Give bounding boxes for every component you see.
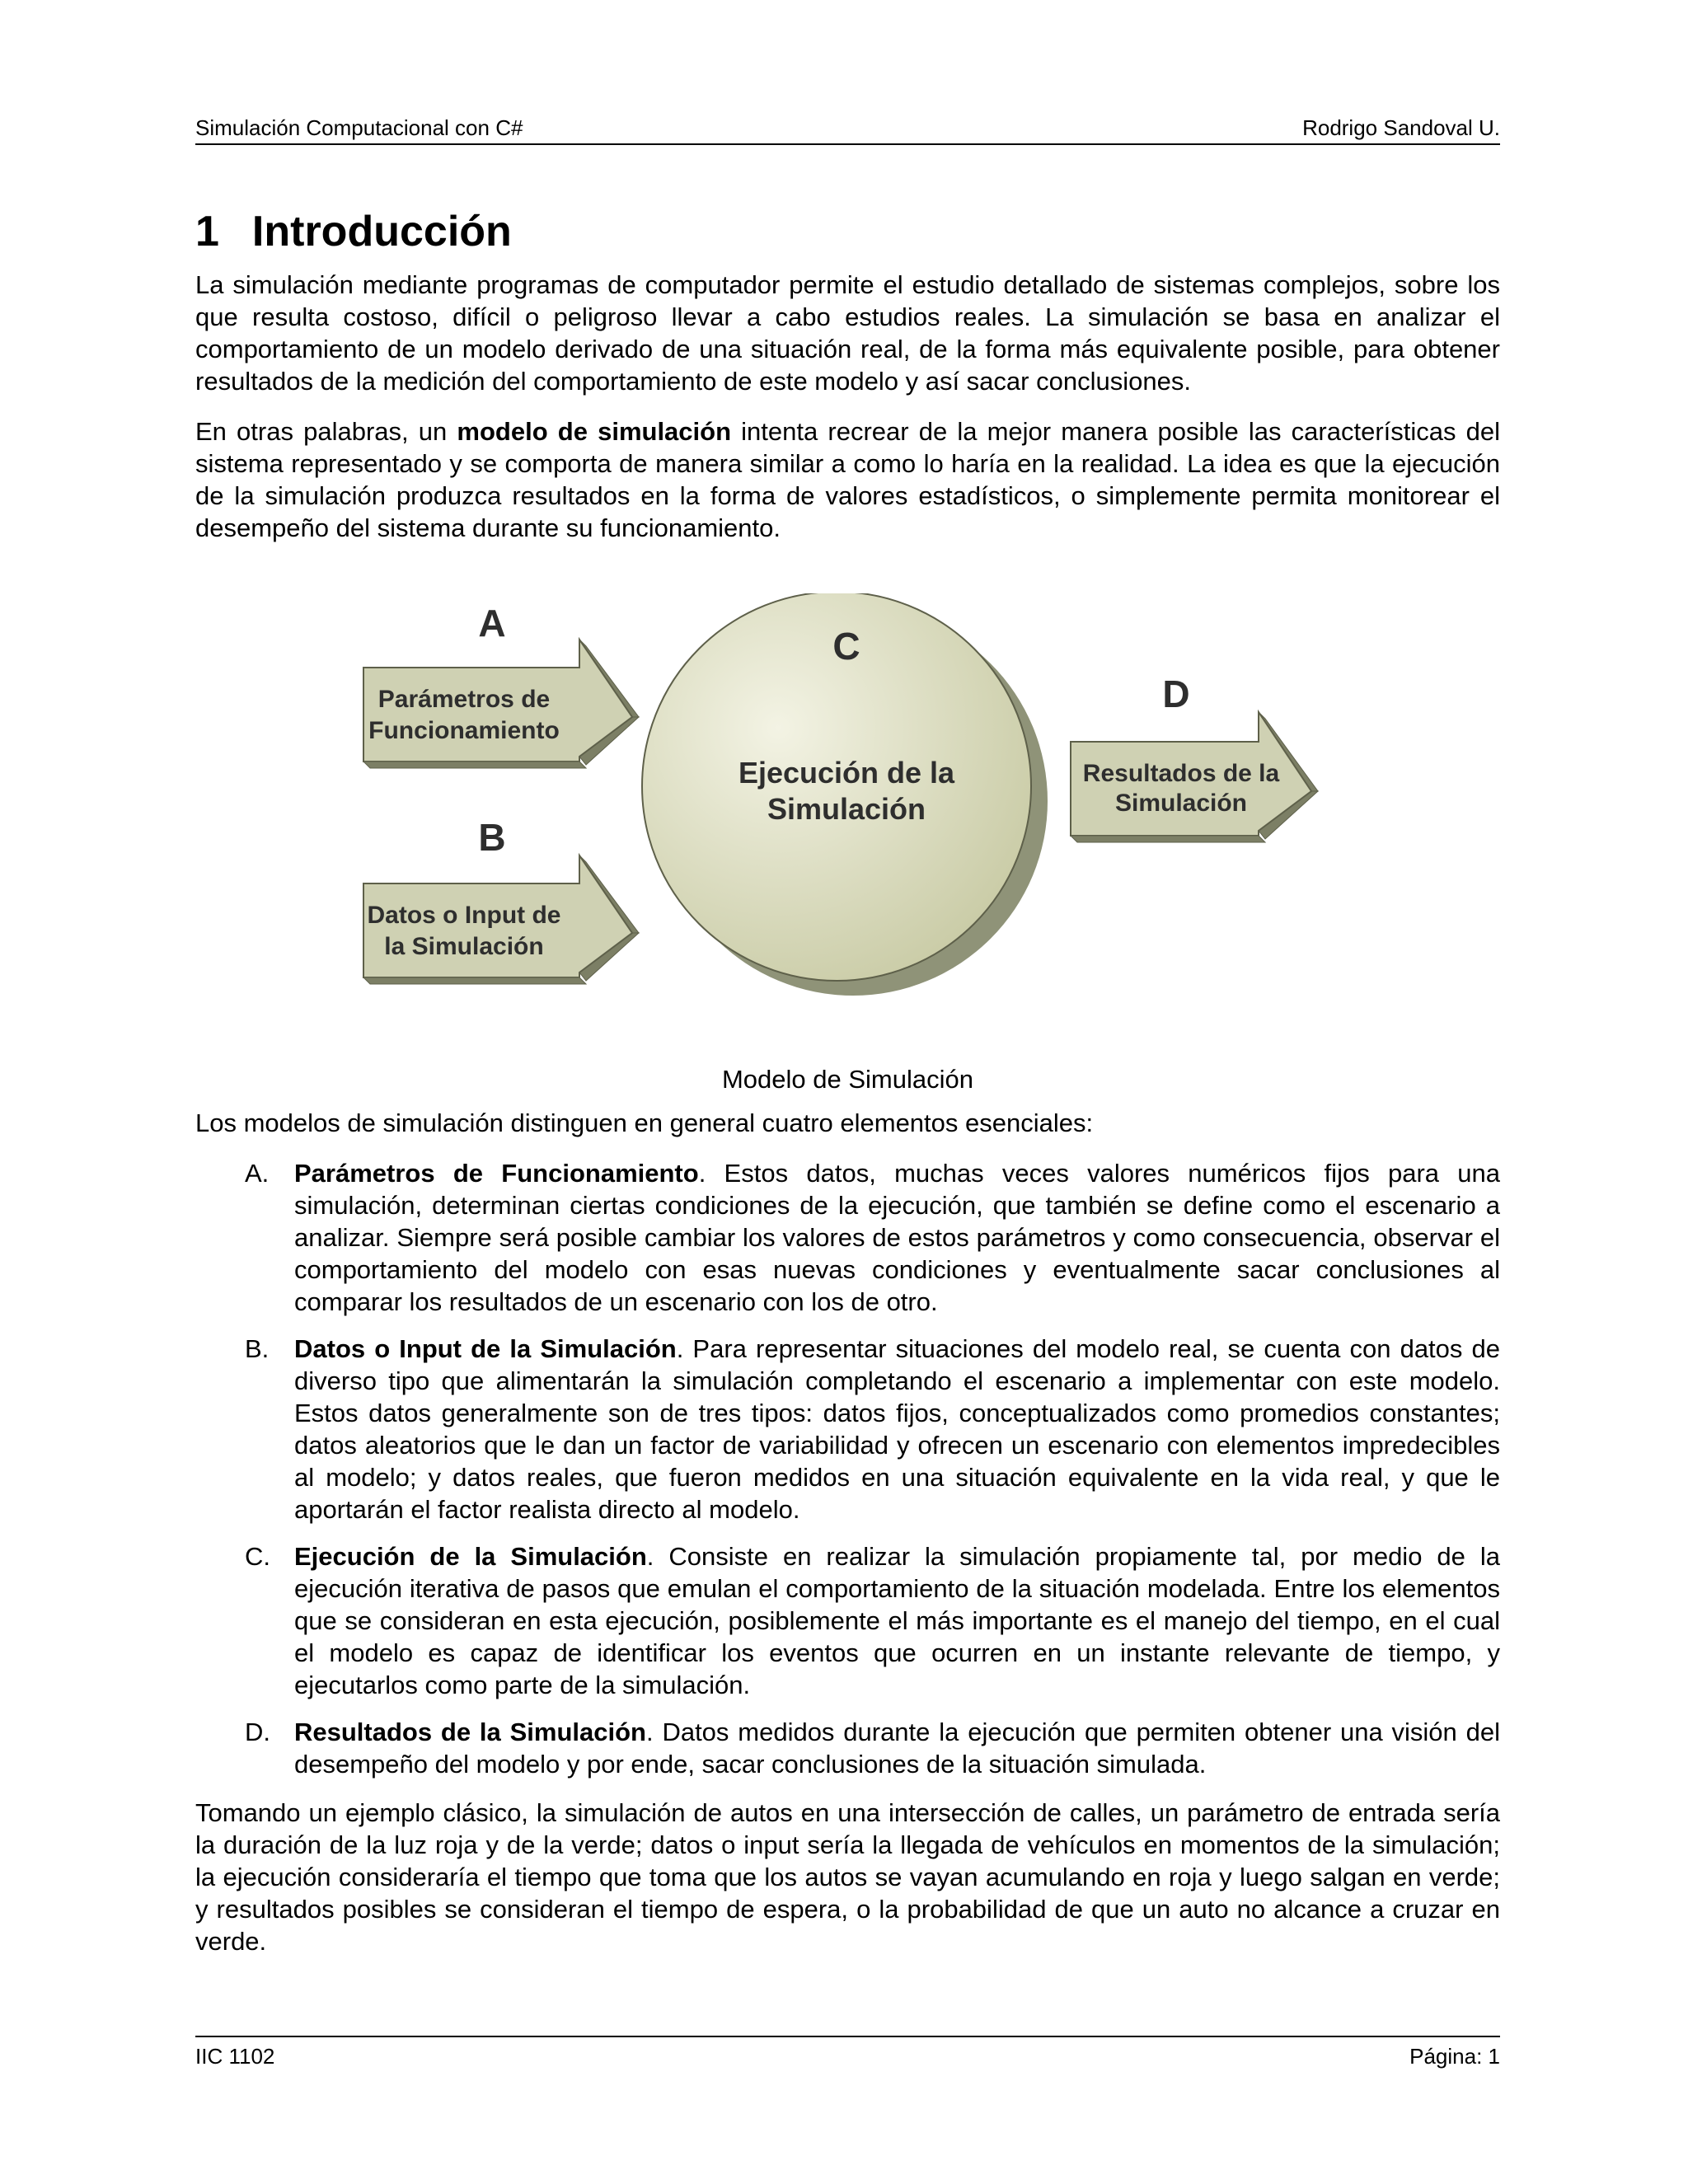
element-term: Ejecución de la Simulación (294, 1542, 647, 1572)
header-author: Rodrigo Sandoval U. (1302, 115, 1500, 140)
element-description: . Para representar situaciones del modelo real, se cuenta con datos de diverso tipo que alimentarán la simulación completando el escenario a implementar con este modelo. Estos datos generalmente son de tres tipos: datos fijos, conceptualizados como promedios constantes; datos aleatorios que le dan un factor de variabilidad y ofrecen un escenario con elementos impredecibles al modelo; y datos reales, que fueron medidos en una situación equivalente en la vida real, y que le aportarán el factor realista directo al modelo. (294, 1334, 1500, 1525)
model-paragraph-lead: En otras palabras, un (195, 417, 457, 447)
element-description: . Datos medidos durante la ejecución que permiten obtener una visión del desempeño del modelo y por ende, sacar conclusiones de la situación simulada. (294, 1718, 1500, 1779)
element-description: . Consiste en realizar la simulación propiamente tal, por medio de la ejecución iterativa de pasos que emulan el comportamiento de la situación modelada. Entre los elementos que se consideran en esta ejecución, posiblemente el más importante es el manejo del tiempo, en el cual el modelo es capaz de identificar los eventos que ocurren en un instante relevante de tiempo, y ejecutarlos como parte de la simulación. (294, 1542, 1501, 1700)
element-term: Resultados de la Simulación (294, 1718, 646, 1747)
model-paragraph (195, 415, 1500, 544)
model-paragraph-rest: intenta recrear de la mejor manera posible las características del sistema representado y se comporta de manera similar a como lo haría en la realidad. La idea es que la ejecución de la simulación produzca resultados en la forma de valores estadísticos, o simplemente permita monitorear el desempeño del sistema durante su funcionamiento. (195, 417, 1501, 543)
figure-diagram (195, 593, 1500, 1055)
section-heading (195, 206, 1500, 257)
model-term: modelo de simulación (457, 417, 732, 447)
element-item-d (195, 1716, 1500, 1780)
element-text (294, 1716, 1500, 1780)
page-body (195, 206, 1500, 1975)
element-marker: C. (245, 1542, 270, 1572)
element-item-c (195, 1540, 1500, 1701)
element-text (294, 1157, 1500, 1318)
list-intro: Los modelos de simulación distinguen en general cuatro elementos esenciales: (195, 1108, 1094, 1138)
arrow-a-shadow (363, 762, 586, 768)
simulation-model-figure (195, 593, 1500, 1055)
circle-c-ejecucion (642, 593, 1048, 996)
arrow-b-label-line1: Datos o Input de (367, 902, 561, 930)
arrow-d-label-line1: Resultados de la (1082, 760, 1280, 788)
arrow-b-datos (363, 816, 639, 984)
arrow-a-parametros (363, 602, 639, 768)
circle-c-label-line1: Ejecución de la (738, 756, 955, 790)
element-description: . Estos datos, muchas veces valores numéricos fijos para una simulación, determinan ciertas condiciones de la ejecución, que también se define como el escenario a analizar. Siempre será posible cambiar los valores de estos parámetros y como consecuencia, observar el comportamiento del modelo con esas nuevas condiciones y eventualmente sacar conclusiones al comparar los resultados de un escenario con los de otro. (294, 1159, 1500, 1317)
arrow-d-shadow (1071, 836, 1265, 842)
closing-paragraph: Tomando un ejemplo clásico, la simulación de autos en una intersección de calles, un parámetro de entrada sería la duración de la luz roja y de la verde; datos o input sería la llegada de vehículos en momentos de la simulación; la ejecución consideraría el tiempo que toma que los autos se vayan acumulando en roja y luego salgan en verde; y resultados posibles se consideran el tiempo de espera, o la probabilidad de que un auto no alcance a cruzar en verde. (195, 1798, 1500, 1957)
arrow-b-label-line2: la Simulación (384, 933, 544, 961)
header-course-title: Simulación Computacional con C# (195, 115, 523, 140)
element-text (294, 1333, 1500, 1526)
figure-caption: Modelo de Simulación (721, 1065, 973, 1094)
arrow-d-letter: D (1162, 673, 1190, 716)
element-term: Datos o Input de la Simulación (294, 1334, 677, 1364)
arrow-b-letter: B (478, 816, 506, 860)
arrow-a-label-line1: Parámetros de (377, 686, 551, 714)
footer-course-code: IIC 1102 (195, 2044, 275, 2069)
section-number: 1 (195, 208, 219, 255)
intro-paragraph: La simulación mediante programas de computador permite el estudio detallado de sistemas complejos, sobre los que resulta costoso, difícil o peligroso llevar a cabo estudios reales. La simulación se basa en analizar el comportamiento de un modelo derivado de una situación real, de la forma más equivalente posible, para obtener resultados de la medición del comportamiento de este modelo y así sacar conclusiones. (195, 270, 1500, 396)
arrow-d-label-line2: Simulación (1114, 790, 1248, 818)
element-marker: A. (245, 1159, 270, 1188)
element-item-a (195, 1157, 1500, 1318)
arrow-a-letter: A (478, 602, 506, 645)
section-title: Introducción (251, 208, 512, 255)
circle-c-label-line2: Simulación (767, 792, 926, 827)
running-header (195, 114, 1500, 145)
arrow-d-resultados (1071, 673, 1318, 842)
element-item-b (195, 1333, 1500, 1526)
element-marker: B. (245, 1334, 270, 1364)
circle-c-letter: C (832, 625, 860, 668)
elements-list (195, 1157, 1500, 1780)
element-text (294, 1540, 1500, 1701)
running-footer (195, 2036, 1500, 2070)
footer-page-number: Página: 1 (1409, 2044, 1500, 2069)
element-term: Parámetros de Funcionamiento (294, 1159, 699, 1188)
arrow-a-label-line2: Funcionamiento (368, 717, 560, 745)
arrow-b-shadow (363, 977, 586, 984)
element-marker: D. (245, 1718, 270, 1747)
